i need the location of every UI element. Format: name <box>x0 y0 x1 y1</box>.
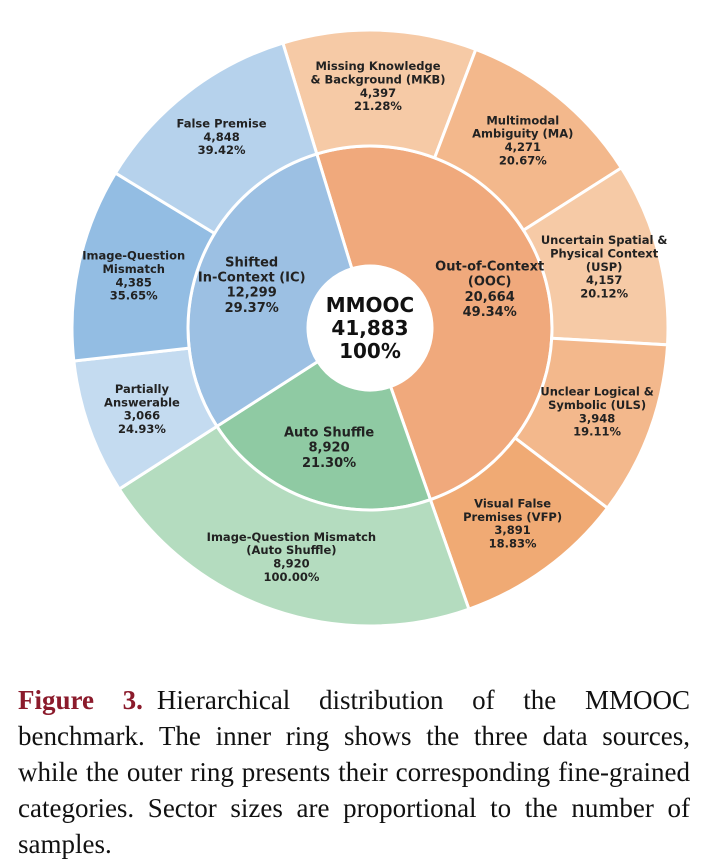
outer-label-missing-knowledge-background-mkb: Missing Knowledge & Background (MKB) 4,397 21.28% <box>310 59 446 114</box>
outer-label-false-premise: False Premise 4,848 39.42% <box>176 116 267 158</box>
outer-label-uncertain-spatial-physical-context-usp: Uncertain Spatial & Physical Context (USP) 4,157 20.12% <box>540 233 668 301</box>
inner-label-auto-shuffle: Auto Shuffle 8,920 21.30% <box>283 425 375 471</box>
caption-text: Hierarchical distribution of the MMOOC benchmark. The inner ring shows the three data sources, while the outer ring presents their corresponding fine-grained categories. Sector sizes are proportional to the number of samples. <box>18 685 690 859</box>
inner-label-shifted-in-context-ic: Shifted In-Context (IC) 12,299 29.37% <box>197 255 306 316</box>
outer-label-multimodal-ambiguity-ma: Multimodal Ambiguity (MA) 4,271 20.67% <box>472 113 574 168</box>
outer-label-unclear-logical-symbolic-uls: Unclear Logical & Symbolic (ULS) 3,948 19.11% <box>540 384 654 439</box>
outer-label-partially-answerable: Partially Answerable 3,066 24.93% <box>104 381 180 436</box>
figure-caption <box>18 682 690 862</box>
inner-label-out-of-context-ooc: Out-of-Context (OOC) 20,664 49.34% <box>435 259 545 320</box>
center-label: MMOOC 41,883 100% <box>325 292 415 364</box>
outer-label-image-question-mismatch-auto-shuffle: Image-Question Mismatch (Auto Shuffle) 8,920 100.00% <box>206 529 377 584</box>
caption-figure-number: Figure 3. <box>18 685 143 715</box>
outer-label-image-question-mismatch: Image-Question Mismatch 4,385 35.65% <box>82 248 186 303</box>
outer-label-visual-false-premises-vfp: Visual False Premises (VFP) 3,891 18.83% <box>463 496 563 551</box>
